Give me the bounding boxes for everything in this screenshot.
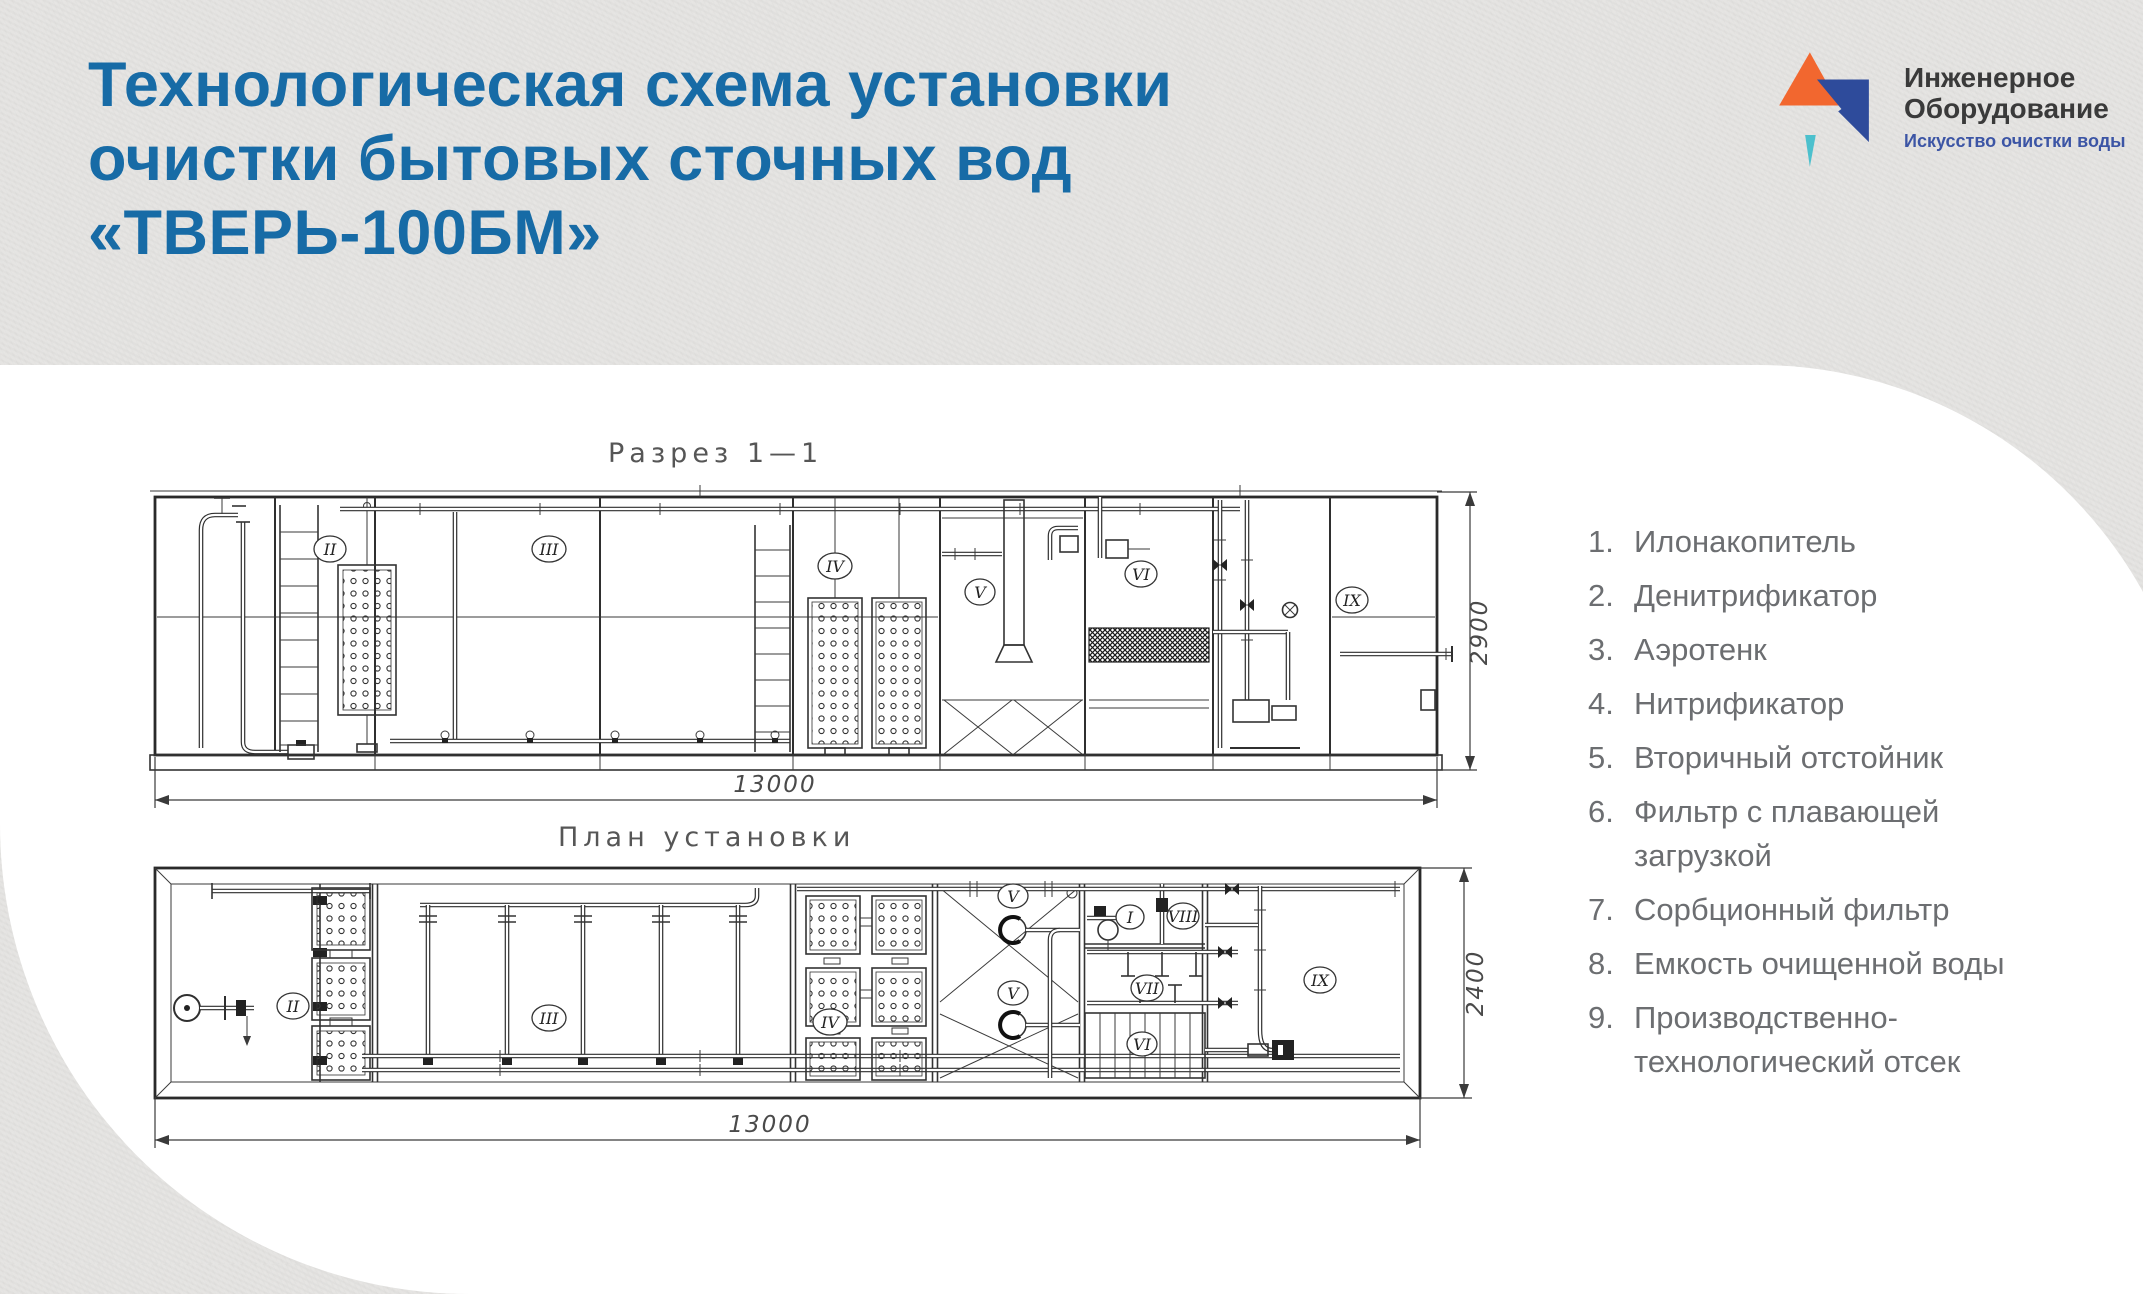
section-zone-IX: IX bbox=[1343, 591, 1361, 610]
section-zone-IV: IV bbox=[826, 557, 844, 576]
legend-item-8: 8. Емкость очищенной воды bbox=[1588, 946, 2005, 981]
plan-drawing bbox=[155, 822, 1489, 1148]
section-zone-III: III bbox=[539, 540, 559, 559]
section-zone-labels bbox=[314, 536, 1368, 613]
plan-zone-III: III bbox=[539, 1009, 559, 1028]
plan-height-dim: 2400 bbox=[1463, 949, 1489, 1017]
section-zone-V: V bbox=[974, 583, 986, 602]
plan-zone-V-lower: V bbox=[1007, 984, 1019, 1003]
page-title-line3: «ТВЕРЬ-100БМ» bbox=[88, 198, 602, 268]
section-height-dim: 2900 bbox=[1467, 598, 1493, 666]
plan-zone-IV: IV bbox=[821, 1013, 839, 1032]
plan-zone-VI: VI bbox=[1133, 1035, 1151, 1054]
legend-item-6: 6. Фильтр с плавающей загрузкой bbox=[1588, 794, 1940, 873]
section-zone-II: II bbox=[323, 540, 337, 559]
legend-item-4: 4. Нитрификатор bbox=[1588, 686, 1845, 721]
plan-zone-I: I bbox=[1126, 908, 1134, 927]
plan-title: План установки bbox=[558, 822, 856, 853]
section-zone-VI: VI bbox=[1132, 565, 1150, 584]
section-width-dim: 13000 bbox=[733, 772, 817, 798]
legend-item-3: 3. Аэротенк bbox=[1588, 632, 1767, 667]
section-drawing bbox=[150, 438, 1493, 808]
plan-zone-VII: VII bbox=[1134, 979, 1160, 998]
legend-item-2: 2. Денитрификатор bbox=[1588, 578, 1878, 613]
plan-width-dim: 13000 bbox=[728, 1112, 812, 1138]
legend-item-5: 5. Вторичный отстойник bbox=[1588, 740, 1944, 775]
plan-zone-II: II bbox=[286, 997, 300, 1016]
company-name-line2: Оборудование bbox=[1904, 93, 2109, 124]
company-tagline: Искусство очистки воды bbox=[1904, 131, 2126, 151]
plan-zone-IX: IX bbox=[1311, 971, 1329, 990]
company-name-line1: Инженерное bbox=[1904, 62, 2076, 93]
legend-item-1: 1. Илонакопитель bbox=[1588, 524, 1856, 559]
section-title: Разрез 1—1 bbox=[608, 438, 824, 469]
page-title-line1: Технологическая схема установки bbox=[88, 50, 1173, 120]
page-title-line2: очистки бытовых сточных вод bbox=[88, 124, 1073, 194]
legend-item-7: 7. Сорбционный фильтр bbox=[1588, 892, 1950, 927]
legend-item-9: 9. Производственно-технологический отсек bbox=[1588, 1000, 1961, 1079]
plan-zone-V-upper: V bbox=[1007, 887, 1019, 906]
plan-zone-VIII: VIII bbox=[1167, 907, 1199, 926]
